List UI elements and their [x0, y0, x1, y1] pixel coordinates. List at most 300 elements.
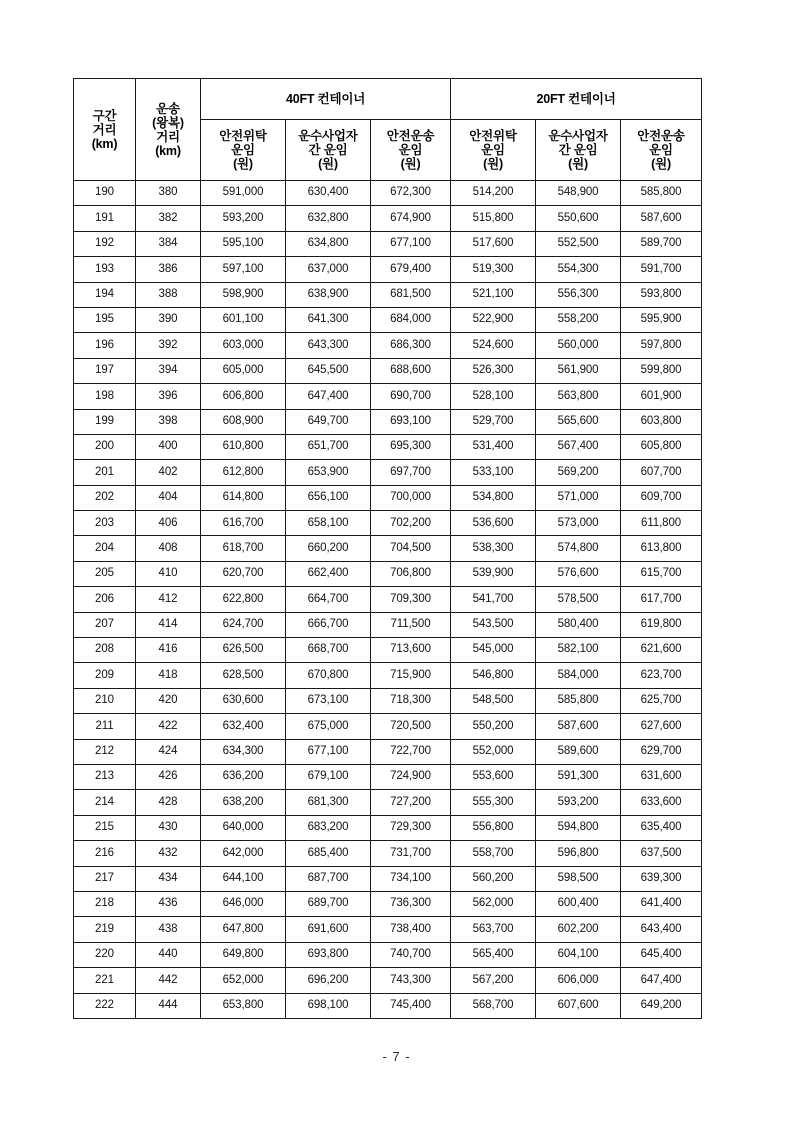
table-cell: 195 [74, 307, 136, 332]
table-cell: 585,800 [621, 181, 702, 206]
table-cell: 656,100 [286, 485, 371, 510]
table-cell: 603,800 [621, 409, 702, 434]
table-cell: 190 [74, 181, 136, 206]
table-cell: 402 [136, 460, 201, 485]
table-cell: 597,100 [201, 257, 286, 282]
table-cell: 562,000 [451, 891, 536, 916]
table-cell: 386 [136, 257, 201, 282]
table-cell: 392 [136, 333, 201, 358]
table-cell: 218 [74, 891, 136, 916]
table-cell: 406 [136, 511, 201, 536]
table-cell: 410 [136, 561, 201, 586]
table-cell: 599,800 [621, 358, 702, 383]
table-cell: 675,000 [286, 714, 371, 739]
table-cell: 649,700 [286, 409, 371, 434]
table-row [74, 587, 702, 612]
table-cell: 629,700 [621, 739, 702, 764]
table-cell: 643,300 [286, 333, 371, 358]
table-cell: 598,900 [201, 282, 286, 307]
table-cell: 603,000 [201, 333, 286, 358]
table-cell: 444 [136, 993, 201, 1018]
table-cell: 684,000 [371, 307, 451, 332]
table-cell: 652,000 [201, 968, 286, 993]
table-cell: 587,600 [536, 714, 621, 739]
table-row [74, 434, 702, 459]
table-cell: 697,700 [371, 460, 451, 485]
table-row [74, 307, 702, 332]
table-cell: 442 [136, 968, 201, 993]
table-cell: 625,700 [621, 688, 702, 713]
table-cell: 573,000 [536, 511, 621, 536]
table-cell: 204 [74, 536, 136, 561]
table-cell: 630,600 [201, 688, 286, 713]
table-cell: 584,000 [536, 663, 621, 688]
table-cell: 634,800 [286, 231, 371, 256]
table-cell: 514,200 [451, 181, 536, 206]
table-cell: 644,100 [201, 866, 286, 891]
table-cell: 605,800 [621, 434, 702, 459]
table-cell: 408 [136, 536, 201, 561]
table-cell: 522,900 [451, 307, 536, 332]
table-row [74, 815, 702, 840]
table-cell: 631,600 [621, 764, 702, 789]
table-cell: 605,000 [201, 358, 286, 383]
table-row [74, 409, 702, 434]
table-row [74, 231, 702, 256]
table-cell: 563,700 [451, 917, 536, 942]
table-cell: 609,700 [621, 485, 702, 510]
table-cell: 649,200 [621, 993, 702, 1018]
table-cell: 524,600 [451, 333, 536, 358]
table-cell: 630,400 [286, 181, 371, 206]
table-cell: 619,800 [621, 612, 702, 637]
table-cell: 593,800 [621, 282, 702, 307]
table-cell: 220 [74, 942, 136, 967]
table-row [74, 485, 702, 510]
table-cell: 637,500 [621, 841, 702, 866]
table-cell: 428 [136, 790, 201, 815]
table-cell: 560,200 [451, 866, 536, 891]
table-cell: 691,600 [286, 917, 371, 942]
table-row [74, 536, 702, 561]
table-row [74, 739, 702, 764]
table-cell: 550,600 [536, 206, 621, 231]
table-cell: 743,300 [371, 968, 451, 993]
table-cell: 632,800 [286, 206, 371, 231]
table-row [74, 612, 702, 637]
table-cell: 620,700 [201, 561, 286, 586]
table-row [74, 511, 702, 536]
header-group-20ft: 20FT 컨테이너 [451, 79, 702, 120]
table-cell: 574,800 [536, 536, 621, 561]
table-cell: 607,700 [621, 460, 702, 485]
table-cell: 380 [136, 181, 201, 206]
table-cell: 595,900 [621, 307, 702, 332]
table-cell: 567,400 [536, 434, 621, 459]
table-cell: 571,000 [536, 485, 621, 510]
table-cell: 550,200 [451, 714, 536, 739]
table-cell: 534,800 [451, 485, 536, 510]
table-cell: 642,000 [201, 841, 286, 866]
table-cell: 640,000 [201, 815, 286, 840]
table-cell: 556,300 [536, 282, 621, 307]
table-cell: 396 [136, 384, 201, 409]
table-cell: 681,300 [286, 790, 371, 815]
table-cell: 214 [74, 790, 136, 815]
table-cell: 529,700 [451, 409, 536, 434]
table-cell: 727,200 [371, 790, 451, 815]
table-cell: 729,300 [371, 815, 451, 840]
table-cell: 436 [136, 891, 201, 916]
table-cell: 589,600 [536, 739, 621, 764]
table-cell: 536,600 [451, 511, 536, 536]
table-row [74, 206, 702, 231]
table-cell: 197 [74, 358, 136, 383]
table-cell: 206 [74, 587, 136, 612]
table-cell: 612,800 [201, 460, 286, 485]
table-cell: 700,000 [371, 485, 451, 510]
table-cell: 591,000 [201, 181, 286, 206]
freight-rate-table-container [73, 78, 701, 1019]
table-cell: 400 [136, 434, 201, 459]
table-cell: 591,300 [536, 764, 621, 789]
table-cell: 426 [136, 764, 201, 789]
table-cell: 606,800 [201, 384, 286, 409]
table-cell: 424 [136, 739, 201, 764]
table-cell: 662,400 [286, 561, 371, 586]
table-cell: 216 [74, 841, 136, 866]
table-cell: 695,300 [371, 434, 451, 459]
table-cell: 689,700 [286, 891, 371, 916]
table-cell: 688,600 [371, 358, 451, 383]
table-cell: 384 [136, 231, 201, 256]
table-cell: 738,400 [371, 917, 451, 942]
table-cell: 685,400 [286, 841, 371, 866]
table-cell: 526,300 [451, 358, 536, 383]
table-cell: 597,800 [621, 333, 702, 358]
table-cell: 585,800 [536, 688, 621, 713]
table-header [74, 79, 702, 181]
table-cell: 641,300 [286, 307, 371, 332]
table-row [74, 714, 702, 739]
table-cell: 194 [74, 282, 136, 307]
table-cell: 635,400 [621, 815, 702, 840]
table-header-group-row [74, 79, 702, 120]
table-cell: 211 [74, 714, 136, 739]
table-cell: 209 [74, 663, 136, 688]
table-cell: 596,800 [536, 841, 621, 866]
table-cell: 637,000 [286, 257, 371, 282]
table-cell: 432 [136, 841, 201, 866]
table-cell: 606,000 [536, 968, 621, 993]
table-cell: 519,300 [451, 257, 536, 282]
table-cell: 614,800 [201, 485, 286, 510]
table-cell: 565,600 [536, 409, 621, 434]
table-cell: 653,800 [201, 993, 286, 1018]
table-cell: 201 [74, 460, 136, 485]
table-cell: 213 [74, 764, 136, 789]
table-cell: 693,100 [371, 409, 451, 434]
table-cell: 533,100 [451, 460, 536, 485]
table-cell: 632,400 [201, 714, 286, 739]
table-cell: 548,500 [451, 688, 536, 713]
page-number-footer: - 7 - [382, 1049, 411, 1064]
table-cell: 740,700 [371, 942, 451, 967]
table-cell: 645,400 [621, 942, 702, 967]
table-cell: 567,200 [451, 968, 536, 993]
table-cell: 647,800 [201, 917, 286, 942]
table-cell: 217 [74, 866, 136, 891]
table-cell: 734,100 [371, 866, 451, 891]
table-cell: 528,100 [451, 384, 536, 409]
table-row [74, 891, 702, 916]
table-cell: 651,700 [286, 434, 371, 459]
table-cell: 412 [136, 587, 201, 612]
table-cell: 670,800 [286, 663, 371, 688]
table-cell: 658,100 [286, 511, 371, 536]
table-cell: 200 [74, 434, 136, 459]
table-cell: 560,000 [536, 333, 621, 358]
table-cell: 679,100 [286, 764, 371, 789]
table-cell: 416 [136, 638, 201, 663]
table-cell: 561,900 [536, 358, 621, 383]
table-cell: 219 [74, 917, 136, 942]
table-cell: 641,400 [621, 891, 702, 916]
table-cell: 638,200 [201, 790, 286, 815]
table-cell: 594,800 [536, 815, 621, 840]
table-cell: 622,800 [201, 587, 286, 612]
table-cell: 543,500 [451, 612, 536, 637]
table-row [74, 460, 702, 485]
table-cell: 198 [74, 384, 136, 409]
table-cell: 709,300 [371, 587, 451, 612]
table-cell: 653,900 [286, 460, 371, 485]
header-group-40ft: 40FT 컨테이너 [201, 79, 451, 120]
table-cell: 664,700 [286, 587, 371, 612]
table-cell: 627,600 [621, 714, 702, 739]
table-cell: 212 [74, 739, 136, 764]
table-cell: 556,800 [451, 815, 536, 840]
table-cell: 541,700 [451, 587, 536, 612]
table-cell: 554,300 [536, 257, 621, 282]
table-cell: 633,600 [621, 790, 702, 815]
table-cell: 643,400 [621, 917, 702, 942]
table-cell: 724,900 [371, 764, 451, 789]
table-cell: 611,800 [621, 511, 702, 536]
table-cell: 696,200 [286, 968, 371, 993]
table-body [74, 181, 702, 1019]
table-cell: 713,600 [371, 638, 451, 663]
table-cell: 552,500 [536, 231, 621, 256]
table-cell: 210 [74, 688, 136, 713]
freight-rate-table [73, 78, 702, 1019]
table-cell: 553,600 [451, 764, 536, 789]
table-cell: 193 [74, 257, 136, 282]
table-row [74, 384, 702, 409]
table-cell: 706,800 [371, 561, 451, 586]
table-cell: 203 [74, 511, 136, 536]
table-cell: 191 [74, 206, 136, 231]
table-cell: 205 [74, 561, 136, 586]
table-cell: 601,100 [201, 307, 286, 332]
table-cell: 660,200 [286, 536, 371, 561]
table-cell: 558,200 [536, 307, 621, 332]
table-cell: 440 [136, 942, 201, 967]
table-cell: 521,100 [451, 282, 536, 307]
table-cell: 647,400 [621, 968, 702, 993]
table-cell: 621,600 [621, 638, 702, 663]
table-cell: 607,600 [536, 993, 621, 1018]
table-cell: 601,900 [621, 384, 702, 409]
table-cell: 617,700 [621, 587, 702, 612]
table-cell: 222 [74, 993, 136, 1018]
table-cell: 388 [136, 282, 201, 307]
table-cell: 672,300 [371, 181, 451, 206]
table-cell: 546,800 [451, 663, 536, 688]
table-cell: 552,000 [451, 739, 536, 764]
table-cell: 639,300 [621, 866, 702, 891]
table-cell: 674,900 [371, 206, 451, 231]
table-row [74, 917, 702, 942]
table-cell: 593,200 [201, 206, 286, 231]
table-row [74, 257, 702, 282]
table-cell: 686,300 [371, 333, 451, 358]
table-cell: 677,100 [371, 231, 451, 256]
table-cell: 702,200 [371, 511, 451, 536]
table-cell: 382 [136, 206, 201, 231]
table-cell: 666,700 [286, 612, 371, 637]
header-20ft-safe-transport-fare: 안전운송 운임 (원) [621, 120, 702, 181]
table-cell: 420 [136, 688, 201, 713]
table-cell: 404 [136, 485, 201, 510]
table-cell: 647,400 [286, 384, 371, 409]
table-cell: 593,200 [536, 790, 621, 815]
table-cell: 215 [74, 815, 136, 840]
table-cell: 539,900 [451, 561, 536, 586]
table-cell: 679,400 [371, 257, 451, 282]
table-cell: 704,500 [371, 536, 451, 561]
table-cell: 580,400 [536, 612, 621, 637]
table-cell: 615,700 [621, 561, 702, 586]
table-cell: 736,300 [371, 891, 451, 916]
table-cell: 722,700 [371, 739, 451, 764]
table-cell: 196 [74, 333, 136, 358]
header-round-trip-distance: 운송 (왕복) 거리 (km) [136, 79, 201, 181]
table-cell: 538,300 [451, 536, 536, 561]
table-row [74, 282, 702, 307]
table-cell: 683,200 [286, 815, 371, 840]
table-cell: 390 [136, 307, 201, 332]
table-cell: 587,600 [621, 206, 702, 231]
table-cell: 673,100 [286, 688, 371, 713]
table-cell: 578,500 [536, 587, 621, 612]
table-cell: 207 [74, 612, 136, 637]
table-cell: 434 [136, 866, 201, 891]
table-cell: 690,700 [371, 384, 451, 409]
header-20ft-between-carriers-fare: 운수사업자 간 운임 (원) [536, 120, 621, 181]
table-cell: 568,700 [451, 993, 536, 1018]
table-cell: 604,100 [536, 942, 621, 967]
table-cell: 438 [136, 917, 201, 942]
table-row [74, 663, 702, 688]
table-cell: 677,100 [286, 739, 371, 764]
table-row [74, 333, 702, 358]
table-cell: 582,100 [536, 638, 621, 663]
table-cell: 687,700 [286, 866, 371, 891]
table-cell: 610,800 [201, 434, 286, 459]
table-cell: 602,200 [536, 917, 621, 942]
table-cell: 569,200 [536, 460, 621, 485]
table-cell: 600,400 [536, 891, 621, 916]
table-row [74, 841, 702, 866]
table-row [74, 866, 702, 891]
table-cell: 565,400 [451, 942, 536, 967]
table-cell: 563,800 [536, 384, 621, 409]
table-cell: 430 [136, 815, 201, 840]
table-cell: 418 [136, 663, 201, 688]
table-cell: 628,500 [201, 663, 286, 688]
table-cell: 646,000 [201, 891, 286, 916]
table-cell: 649,800 [201, 942, 286, 967]
table-cell: 618,700 [201, 536, 286, 561]
header-40ft-between-carriers-fare: 운수사업자 간 운임 (원) [286, 120, 371, 181]
table-row [74, 993, 702, 1018]
table-cell: 711,500 [371, 612, 451, 637]
table-row [74, 942, 702, 967]
table-cell: 638,900 [286, 282, 371, 307]
table-cell: 531,400 [451, 434, 536, 459]
table-cell: 208 [74, 638, 136, 663]
table-cell: 398 [136, 409, 201, 434]
table-cell: 698,100 [286, 993, 371, 1018]
table-cell: 221 [74, 968, 136, 993]
table-cell: 192 [74, 231, 136, 256]
table-cell: 576,600 [536, 561, 621, 586]
table-cell: 517,600 [451, 231, 536, 256]
table-row [74, 968, 702, 993]
table-cell: 626,500 [201, 638, 286, 663]
table-cell: 624,700 [201, 612, 286, 637]
table-cell: 598,500 [536, 866, 621, 891]
table-row [74, 688, 702, 713]
table-row [74, 181, 702, 206]
table-row [74, 790, 702, 815]
header-40ft-safe-entrust-fare: 안전위탁 운임 (원) [201, 120, 286, 181]
table-cell: 548,900 [536, 181, 621, 206]
table-row [74, 561, 702, 586]
header-distance: 구간 거리 (km) [74, 79, 136, 181]
table-cell: 616,700 [201, 511, 286, 536]
header-20ft-safe-entrust-fare: 안전위탁 운임 (원) [451, 120, 536, 181]
table-cell: 545,000 [451, 638, 536, 663]
table-cell: 595,100 [201, 231, 286, 256]
table-cell: 515,800 [451, 206, 536, 231]
table-cell: 720,500 [371, 714, 451, 739]
table-cell: 555,300 [451, 790, 536, 815]
table-cell: 718,300 [371, 688, 451, 713]
table-cell: 668,700 [286, 638, 371, 663]
table-row [74, 764, 702, 789]
table-cell: 414 [136, 612, 201, 637]
table-cell: 199 [74, 409, 136, 434]
table-cell: 745,400 [371, 993, 451, 1018]
table-cell: 636,200 [201, 764, 286, 789]
table-cell: 591,700 [621, 257, 702, 282]
table-cell: 645,500 [286, 358, 371, 383]
table-cell: 589,700 [621, 231, 702, 256]
header-40ft-safe-transport-fare: 안전운송 운임 (원) [371, 120, 451, 181]
table-cell: 623,700 [621, 663, 702, 688]
